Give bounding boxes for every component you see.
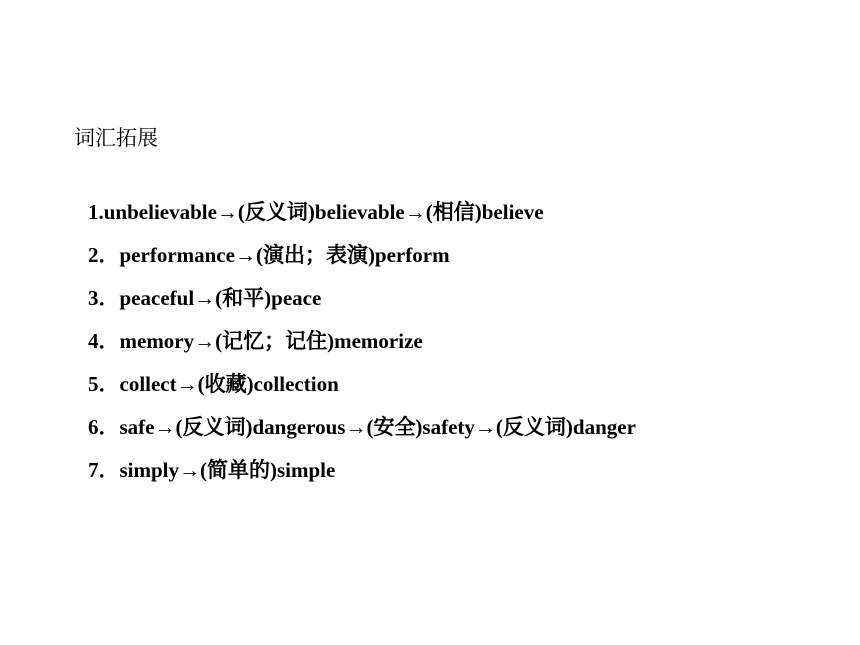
vocab-item-3: 3．peaceful→(和平)peace [88,286,322,310]
vocab-item-5: 5．collect→(收藏)collection [88,372,339,396]
section-heading: 词汇拓展 [74,126,158,150]
vocab-item-1: 1.unbelievable→(反义词)believable→(相信)believe [88,200,544,224]
vocab-item-7: 7．simply→(简单的)simple [88,458,336,482]
vocab-item-2: 2．performance→(演出；表演)perform [88,243,450,267]
vocab-item-6: 6．safe→(反义词)dangerous→(安全)safety→(反义词)danger [88,415,636,439]
vocabulary-list [88,197,636,498]
vocab-item-4: 4．memory→(记忆；记住)memorize [88,329,423,353]
